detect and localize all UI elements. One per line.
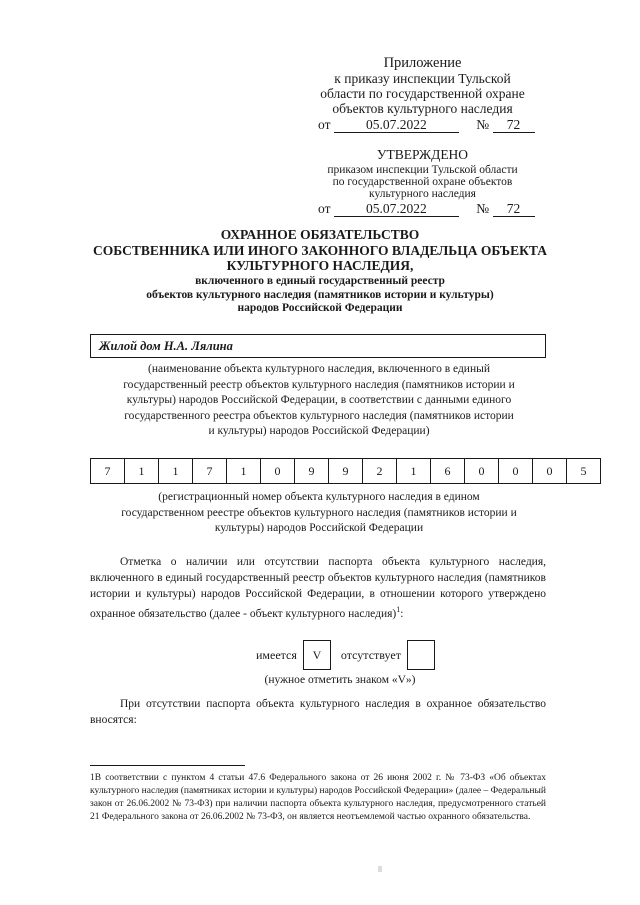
reg-digit-cell: 0 (260, 458, 295, 484)
footnote-ref: 1 (396, 605, 401, 614)
note-line: (регистрационный номер объекта культурного наследия в едином (158, 491, 480, 503)
document-subtitle (60, 275, 580, 316)
order-number: 72 (493, 118, 535, 133)
order-date: 05.07.2022 (334, 118, 459, 133)
object-name-box (90, 334, 546, 358)
reg-digit-cell: 2 (362, 458, 397, 484)
approved-line: по государственной охране объектов (332, 176, 513, 188)
passport-paragraph: Отметка о наличии или отсутствии паспорта объекта культурного наследия, включенного в единый государственный реестр объектов культурного наследия (памятников истории и культуры) народов Российской Федерации, в отношении которого утверждено охранное обязательство (далее - объект культурного наследия)$^1$: (90, 556, 546, 620)
appendix-line: области по государственной охране (320, 86, 525, 101)
approved-line: приказом инспекции Тульской области (327, 164, 518, 176)
title-line: СОБСТВЕННИКА ИЛИ ИНОГО ЗАКОННОГО ВЛАДЕЛЬЦА ОБЪЕКТА (93, 242, 547, 258)
subtitle-line: включенного в единый государственный реестр (195, 275, 445, 287)
scan-artifact (378, 866, 382, 872)
approved-order-line (318, 201, 535, 217)
note-line: государственный реестр объектов культурного наследия (памятников истории и (123, 378, 515, 391)
title-line: ОХРАННОЕ ОБЯЗАТЕЛЬСТВО (220, 227, 420, 242)
appendix-line: Приложение (383, 55, 462, 71)
object-name: Жилой дом Н.А. Лялина (99, 339, 233, 353)
reg-digit-cell: 1 (158, 458, 193, 484)
order-num-sign: № (476, 117, 490, 132)
absence-paragraph: При отсутствии паспорта объекта культурного наследия в охранное обязательство вносятся: (90, 698, 546, 726)
absent-checkbox[interactable] (407, 640, 435, 670)
object-name-note (88, 362, 550, 440)
passport-text: Отметка о наличии или отсутствии паспорта объекта культурного наследия, включенного в единый государственный реестр объектов культурного наследия (памятников истории и культуры) народов Российской Федерации, в отношении которого утверждено охранное обязательство (далее - объект культурного наследия) (90, 556, 546, 620)
registration-number (90, 458, 601, 484)
reg-digit-cell: 7 (90, 458, 125, 484)
mark-hint: (нужное отметить знаком «V») (264, 674, 416, 686)
note-line: государственного реестра объектов культурного наследия (памятников истории (124, 409, 514, 422)
note-line: культуры) народов Российской Федерации, в соответствии с данными единого (126, 394, 512, 407)
appendix-line: к приказу инспекции Тульской (334, 71, 511, 86)
approved-by (300, 164, 545, 200)
subtitle-line: народов Российской Федерации (237, 302, 403, 314)
reg-digit-cell: 6 (430, 458, 465, 484)
order-number: 72 (493, 202, 535, 217)
appendix-header (300, 56, 545, 116)
reg-digit-cell: 1 (226, 458, 261, 484)
present-label: имеется (256, 647, 297, 662)
title-line: КУЛЬТУРНОГО НАСЛЕДИЯ, (226, 258, 414, 273)
present-checkbox[interactable]: V (303, 640, 331, 670)
reg-digit-cell: 5 (566, 458, 601, 484)
reg-digit-cell: 7 (192, 458, 227, 484)
reg-digit-cell: 0 (498, 458, 533, 484)
order-num-sign: № (476, 201, 490, 216)
appendix-order-line (318, 117, 535, 133)
passport-marks (250, 638, 435, 672)
note-line: и культуры) народов Российской Федерации) (208, 425, 430, 438)
reg-digit-cell: 9 (294, 458, 329, 484)
note-line: государственном реестре объектов культурного наследия (памятников истории и (121, 506, 517, 519)
order-date: 05.07.2022 (334, 202, 459, 217)
note-line: (наименование объекта культурного наследия, включенного в единый (147, 363, 490, 375)
document-title (60, 227, 580, 274)
reg-digit-cell: 0 (464, 458, 499, 484)
reg-digit-cell: 0 (532, 458, 567, 484)
subtitle-line: объектов культурного наследия (памятников истории и культуры) (146, 288, 494, 301)
reg-digit-cell: 1 (124, 458, 159, 484)
approved-line: культурного наследия (369, 188, 476, 200)
order-prefix: от (318, 201, 331, 216)
appendix-line: объектов культурного наследия (332, 101, 513, 116)
footnote-divider (90, 765, 245, 766)
approved-title: УТВЕРЖДЕНО (376, 147, 469, 162)
order-prefix: от (318, 117, 331, 132)
reg-digit-cell: 1 (396, 458, 431, 484)
footnote: 1В соответствии с пунктом 4 статьи 47.6 Федерального закона от 26 июня 2002 г. № 73-ФЗ «Об объектах культурного наследия (памятниках истории и культуры) народов Российской Федерации» (далее – Федеральный закон от 26.06.2002 № 73-ФЗ) при наличии паспорта объекта культурного наследия, предусмотренного статьей 21 Федерального закона от 26.06.2002 № 73-ФЗ, он является неотъемлемой частью охранного обязательства. (90, 773, 546, 822)
registration-note (88, 490, 550, 537)
note-line: культуры) народов Российской Федерации (214, 522, 424, 535)
reg-digit-cell: 9 (328, 458, 363, 484)
absent-label: отсутствует (340, 647, 401, 662)
